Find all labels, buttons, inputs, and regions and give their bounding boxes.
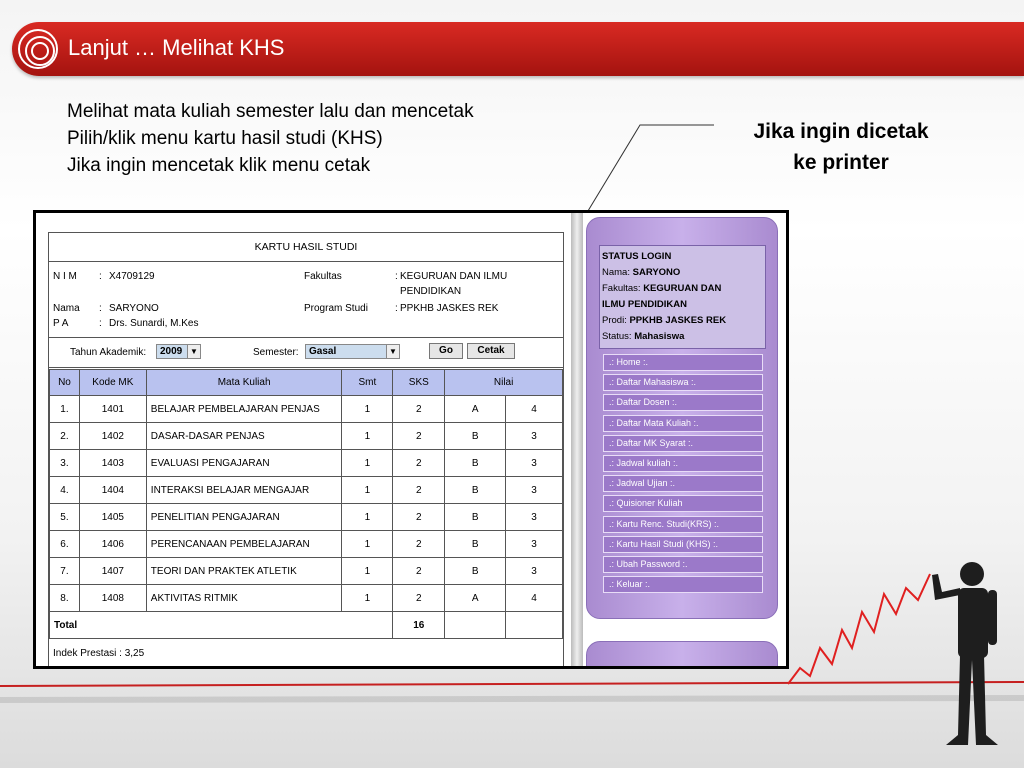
cell-smt: 1 <box>342 477 393 504</box>
cell-smt: 1 <box>342 450 393 477</box>
callout-line: ke printer <box>793 151 889 174</box>
pa-value: Drs. Sunardi, M.Kes <box>109 318 199 329</box>
instruction-line: Jika ingin mencetak klik menu cetak <box>67 155 371 176</box>
cell-mata-kuliah: DASAR-DASAR PENJAS <box>146 423 342 450</box>
cell-nilai-angka: 3 <box>506 531 563 558</box>
cell-smt: 1 <box>342 504 393 531</box>
cell-nilai-angka: 3 <box>506 504 563 531</box>
cell-nilai-angka: 3 <box>506 558 563 585</box>
cell-kode: 1405 <box>79 504 146 531</box>
sidebar-panel-lower <box>586 641 778 669</box>
cell-no: 6. <box>50 531 80 558</box>
table-row <box>50 558 563 585</box>
cell-no: 8. <box>50 585 80 612</box>
fakultas-label: Fakultas <box>304 271 342 282</box>
table-header-row <box>50 370 563 396</box>
col-smt: Smt <box>342 370 393 396</box>
colon: : <box>395 303 398 314</box>
cell-nilai-huruf: B <box>445 531 506 558</box>
status-status-label: Status: <box>602 331 632 342</box>
cell-sks: 2 <box>393 504 445 531</box>
cell-kode: 1406 <box>79 531 146 558</box>
status-heading: STATUS LOGIN <box>602 251 672 262</box>
status-nama-label: Nama: <box>602 267 630 278</box>
tahun-select[interactable] <box>156 344 201 359</box>
table-row <box>50 585 563 612</box>
khs-title: KARTU HASIL STUDI <box>49 233 563 262</box>
tahun-label: Tahun Akademik: <box>70 347 147 358</box>
cell-smt: 1 <box>342 585 393 612</box>
sidebar-menu-item[interactable]: .: Daftar Dosen :. <box>603 394 763 411</box>
sidebar-menu-item[interactable]: .: Daftar Mahasiswa :. <box>603 374 763 391</box>
cell-sks: 2 <box>393 585 445 612</box>
cell-nilai-huruf: B <box>445 558 506 585</box>
prodi-label: Program Studi <box>304 303 368 314</box>
cell-mata-kuliah: INTERAKSI BELAJAR MENGAJAR <box>146 477 342 504</box>
table-row <box>50 423 563 450</box>
status-login-box <box>599 245 766 349</box>
cell-nilai-huruf: B <box>445 477 506 504</box>
fakultas-value: KEGURUAN DAN ILMU <box>400 271 508 282</box>
colon: : <box>99 318 102 329</box>
cell-nilai-angka: 3 <box>506 477 563 504</box>
cell-smt: 1 <box>342 558 393 585</box>
sidebar-menu-item[interactable]: .: Daftar Mata Kuliah :. <box>603 415 763 432</box>
status-fakultas-value: KEGURUAN DAN <box>643 283 722 294</box>
cell-kode: 1401 <box>79 396 146 423</box>
cell-nilai-angka: 4 <box>506 585 563 612</box>
grades-table <box>49 369 563 639</box>
cell-nilai-angka: 4 <box>506 396 563 423</box>
cell-no: 5. <box>50 504 80 531</box>
frame-separator <box>571 213 583 669</box>
sidebar-menu-item[interactable]: .: Home :. <box>603 354 763 371</box>
empty-cell <box>445 612 506 639</box>
nim-value: X4709129 <box>109 271 155 282</box>
table-row <box>50 531 563 558</box>
status-prodi-value: PPKHB JASKES REK <box>629 315 727 326</box>
prodi-value: PPKHB JASKES REK <box>400 303 499 314</box>
status-nama-value: SARYONO <box>632 267 681 278</box>
sidebar-menu-item[interactable]: .: Quisioner Kuliah <box>603 495 763 512</box>
sidebar-menu-item[interactable]: .: Keluar :. <box>603 576 763 593</box>
cell-kode: 1404 <box>79 477 146 504</box>
cell-sks: 2 <box>393 450 445 477</box>
colon: : <box>99 271 102 282</box>
pa-label: P A <box>53 318 69 329</box>
businessman-silhouette-icon <box>932 562 998 745</box>
cell-no: 3. <box>50 450 80 477</box>
cell-smt: 1 <box>342 423 393 450</box>
sidebar-menu-item[interactable]: .: Jadwal Ujian :. <box>603 475 763 492</box>
cell-sks: 2 <box>393 558 445 585</box>
tahun-value: 2009 <box>160 346 183 357</box>
col-nilai: Nilai <box>445 370 563 396</box>
semester-label: Semester: <box>253 347 299 358</box>
sidebar-menu-item[interactable]: .: Ubah Password :. <box>603 556 763 573</box>
cell-smt: 1 <box>342 531 393 558</box>
col-no: No <box>50 370 80 396</box>
total-row <box>50 612 563 639</box>
cell-nilai-huruf: B <box>445 450 506 477</box>
cell-nilai-huruf: A <box>445 396 506 423</box>
cell-mata-kuliah: BELAJAR PEMBELAJARAN PENJAS <box>146 396 342 423</box>
status-fakultas-value-cont: ILMU PENDIDIKAN <box>602 299 687 310</box>
cell-kode: 1403 <box>79 450 146 477</box>
cell-nilai-huruf: A <box>445 585 506 612</box>
cell-no: 2. <box>50 423 80 450</box>
slide-title: Lanjut … Melihat KHS <box>68 35 285 60</box>
cell-no: 7. <box>50 558 80 585</box>
status-status-value: Mahasiswa <box>634 331 685 342</box>
indeks-prestasi: Indek Prestasi : 3,25 <box>53 648 145 659</box>
instruction-line: Pilih/klik menu kartu hasil studi (KHS) <box>67 128 383 149</box>
empty-cell <box>506 612 563 639</box>
total-label: Total <box>50 612 393 639</box>
fakultas-value-cont: PENDIDIKAN <box>400 286 462 297</box>
cell-nilai-huruf: B <box>445 423 506 450</box>
cell-smt: 1 <box>342 396 393 423</box>
semester-select[interactable] <box>305 344 400 359</box>
go-button[interactable]: Go <box>429 343 463 359</box>
sidebar-menu-item[interactable]: .: Kartu Renc. Studi(KRS) :. <box>603 516 763 533</box>
cell-nilai-angka: 3 <box>506 450 563 477</box>
khs-card <box>48 232 564 669</box>
cell-nilai-angka: 3 <box>506 423 563 450</box>
cell-kode: 1402 <box>79 423 146 450</box>
table-row <box>50 450 563 477</box>
cell-sks: 2 <box>393 423 445 450</box>
table-row <box>50 477 563 504</box>
cell-nilai-huruf: B <box>445 504 506 531</box>
col-sks: SKS <box>393 370 445 396</box>
status-fakultas-label: Fakultas: <box>602 283 641 294</box>
sidebar-panel <box>586 217 778 619</box>
nama-value: SARYONO <box>109 303 159 314</box>
colon: : <box>395 271 398 282</box>
cell-sks: 2 <box>393 531 445 558</box>
cell-mata-kuliah: PENELITIAN PENGAJARAN <box>146 504 342 531</box>
cell-mata-kuliah: TEORI DAN PRAKTEK ATLETIK <box>146 558 342 585</box>
cell-sks: 2 <box>393 477 445 504</box>
sidebar-menu <box>603 354 763 596</box>
filter-bar <box>49 338 563 368</box>
sidebar-menu-item[interactable]: .: Daftar MK Syarat :. <box>603 435 763 452</box>
student-info <box>49 262 563 338</box>
instruction-line: Melihat mata kuliah semester lalu dan mencetak <box>67 101 474 122</box>
cell-kode: 1407 <box>79 558 146 585</box>
sidebar-menu-item[interactable]: .: Jadwal kuliah :. <box>603 455 763 472</box>
cell-kode: 1408 <box>79 585 146 612</box>
cetak-button[interactable]: Cetak <box>467 343 515 359</box>
colon: : <box>99 303 102 314</box>
cell-no: 1. <box>50 396 80 423</box>
nama-label: Nama <box>53 303 80 314</box>
col-kode: Kode MK <box>79 370 146 396</box>
cell-mata-kuliah: AKTIVITAS RITMIK <box>146 585 342 612</box>
status-prodi-label: Prodi: <box>602 315 627 326</box>
khs-screenshot <box>33 210 789 669</box>
cell-no: 4. <box>50 477 80 504</box>
chevron-down-icon: ▼ <box>386 345 399 358</box>
cell-sks: 2 <box>393 396 445 423</box>
table-row <box>50 396 563 423</box>
total-sks: 16 <box>393 612 445 639</box>
nim-label: N I M <box>53 271 77 282</box>
col-mata-kuliah: Mata Kuliah <box>146 370 342 396</box>
callout-line: Jika ingin dicetak <box>753 120 929 143</box>
table-row <box>50 504 563 531</box>
semester-value: Gasal <box>309 346 337 357</box>
cell-mata-kuliah: PERENCANAAN PEMBELAJARAN <box>146 531 342 558</box>
chevron-down-icon: ▼ <box>187 345 200 358</box>
sidebar-menu-item[interactable]: .: Kartu Hasil Studi (KHS) :. <box>603 536 763 553</box>
cell-mata-kuliah: EVALUASI PENGAJARAN <box>146 450 342 477</box>
